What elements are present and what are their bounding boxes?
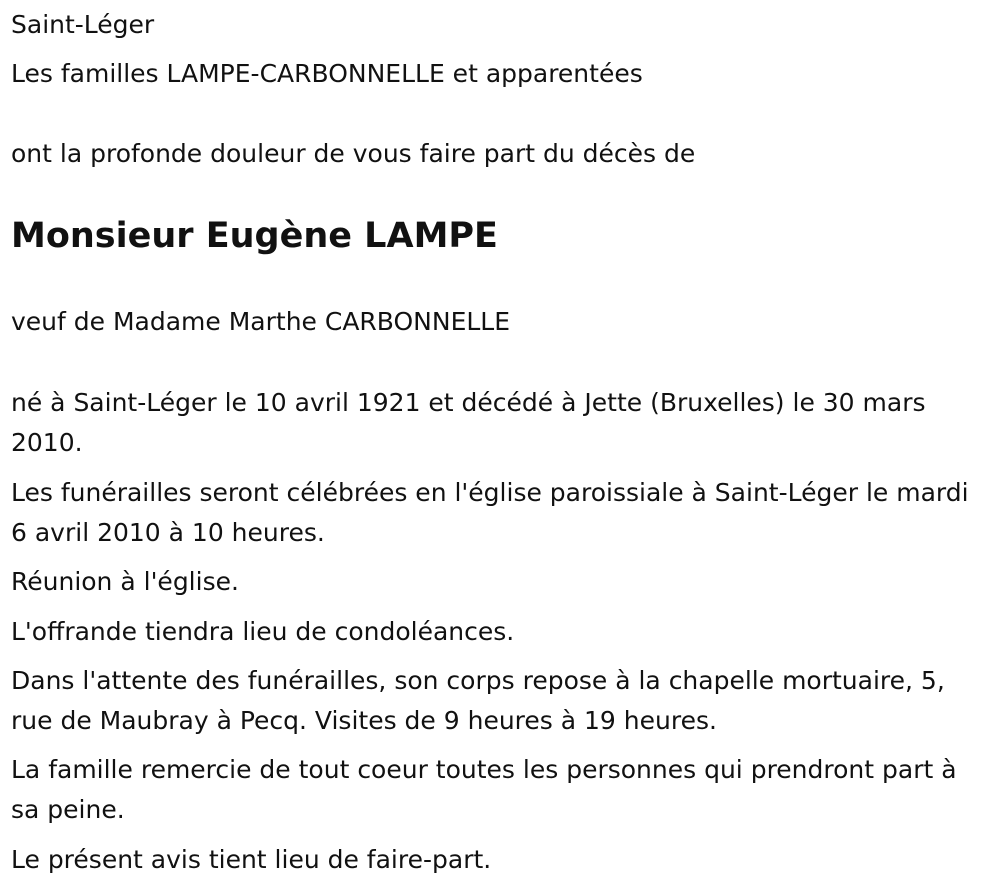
deceased-name: Monsieur Eugène LAMPE	[11, 216, 498, 256]
families-line: Les familles LAMPE-CARBONNELLE et apparentées	[11, 59, 643, 88]
thanks-paragraph: La famille remercie de tout coeur toutes les personnes qui prendront part à sa peine.	[11, 755, 957, 824]
birth-death-paragraph: né à Saint-Léger le 10 avril 1921 et décédé à Jette (Bruxelles) le 30 mars 2010.	[11, 388, 926, 457]
place-line: Saint-Léger	[11, 10, 155, 39]
announcement-line: ont la profonde douleur de vous faire part du décès de	[11, 139, 696, 168]
offering-line: L'offrande tiendra lieu de condoléances.	[11, 617, 515, 646]
funeral-paragraph: Les funérailles seront célébrées en l'église paroissiale à Saint-Léger le mardi 6 avril 2010 à 10 heures.	[11, 478, 969, 547]
meeting-line: Réunion à l'église.	[11, 567, 239, 596]
chapel-paragraph: Dans l'attente des funérailles, son corps repose à la chapelle mortuaire, 5, rue de Maubray à Pecq. Visites de 9 heures à 19 heures.	[11, 666, 945, 735]
widow-line: veuf de Madame Marthe CARBONNELLE	[11, 307, 511, 336]
final-note: Le présent avis tient lieu de faire-part.	[11, 845, 492, 874]
